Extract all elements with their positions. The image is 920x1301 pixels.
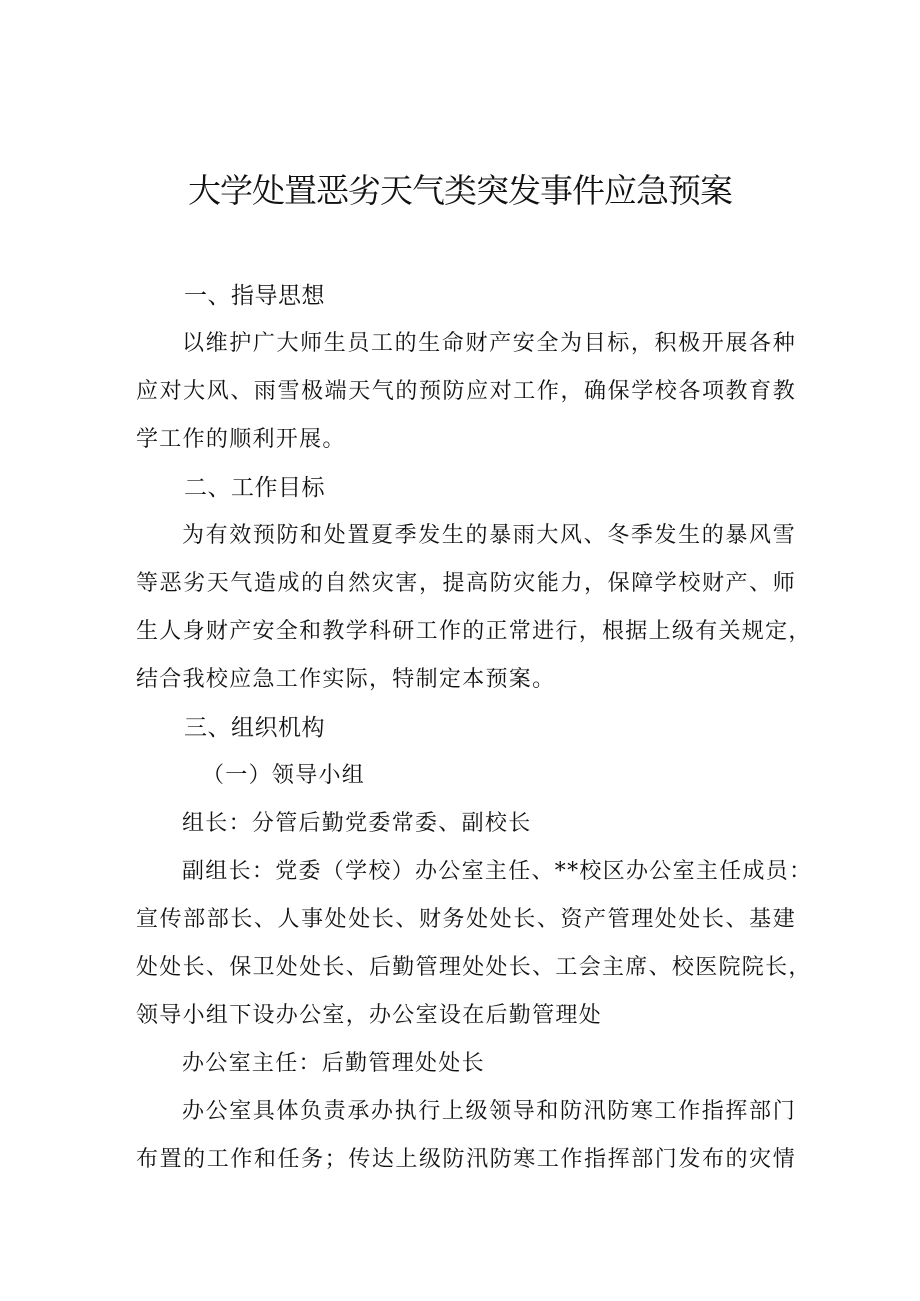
document-title: 大学处置恶劣天气类突发事件应急预案 [188,171,732,210]
paragraph-line: 生人身财产安全和教学科研工作的正常进行，根据上级有关规定， [136,619,812,644]
paragraph-line: 宣传部部长、人事处处长、财务处处长、资产管理处处长、基建 [136,907,796,932]
section-heading-work-goals: 二、工作目标 [184,475,325,501]
paragraph-line: 等恶劣天气造成的自然灾害，提高防灾能力，保障学校财产、师 [136,571,796,596]
paragraph-work-goals [136,512,812,704]
subsection-heading-leadership-group: （一）领导小组 [202,763,366,788]
paragraph-line: 处处长、保卫处处长、后勤管理处处长、工会主席、校医院院长， [136,955,812,980]
paragraph-line: 学工作的顺利开展。 [136,427,346,452]
paragraph-line: 办公室具体负责承办执行上级领导和防汛防寒工作指挥部门 [182,1099,796,1124]
paragraph-line: 为有效预防和处置夏季发生的暴雨大风、冬季发生的暴风雪 [182,523,796,548]
office-director-line: 办公室主任：后勤管理处处长 [182,1051,485,1076]
paragraph-guiding-ideology [136,320,796,464]
paragraph-line: 领导小组下设办公室，办公室设在后勤管理处 [136,1003,603,1028]
paragraph-members [136,848,813,1040]
paragraph-line: 副组长：党委（学校）办公室主任、**校区办公室主任成员： [182,859,813,884]
paragraph-line: 以维护广大师生员工的生命财产安全为目标，积极开展各种 [182,331,796,356]
leader-line: 组长：分管后勤党委常委、副校长 [182,811,532,836]
paragraph-line: 结合我校应急工作实际，特制定本预案。 [136,667,556,692]
paragraph-office-duty [136,1088,796,1184]
section-heading-organization: 三、组织机构 [184,715,325,741]
paragraph-line: 应对大风、雨雪极端天气的预防应对工作，确保学校各项教育教 [136,379,796,404]
document-body [136,272,813,1184]
section-heading-guiding-ideology: 一、指导思想 [184,283,325,309]
paragraph-line: 布置的工作和任务；传达上级防汛防寒工作指挥部门发布的灾情 [136,1147,796,1172]
